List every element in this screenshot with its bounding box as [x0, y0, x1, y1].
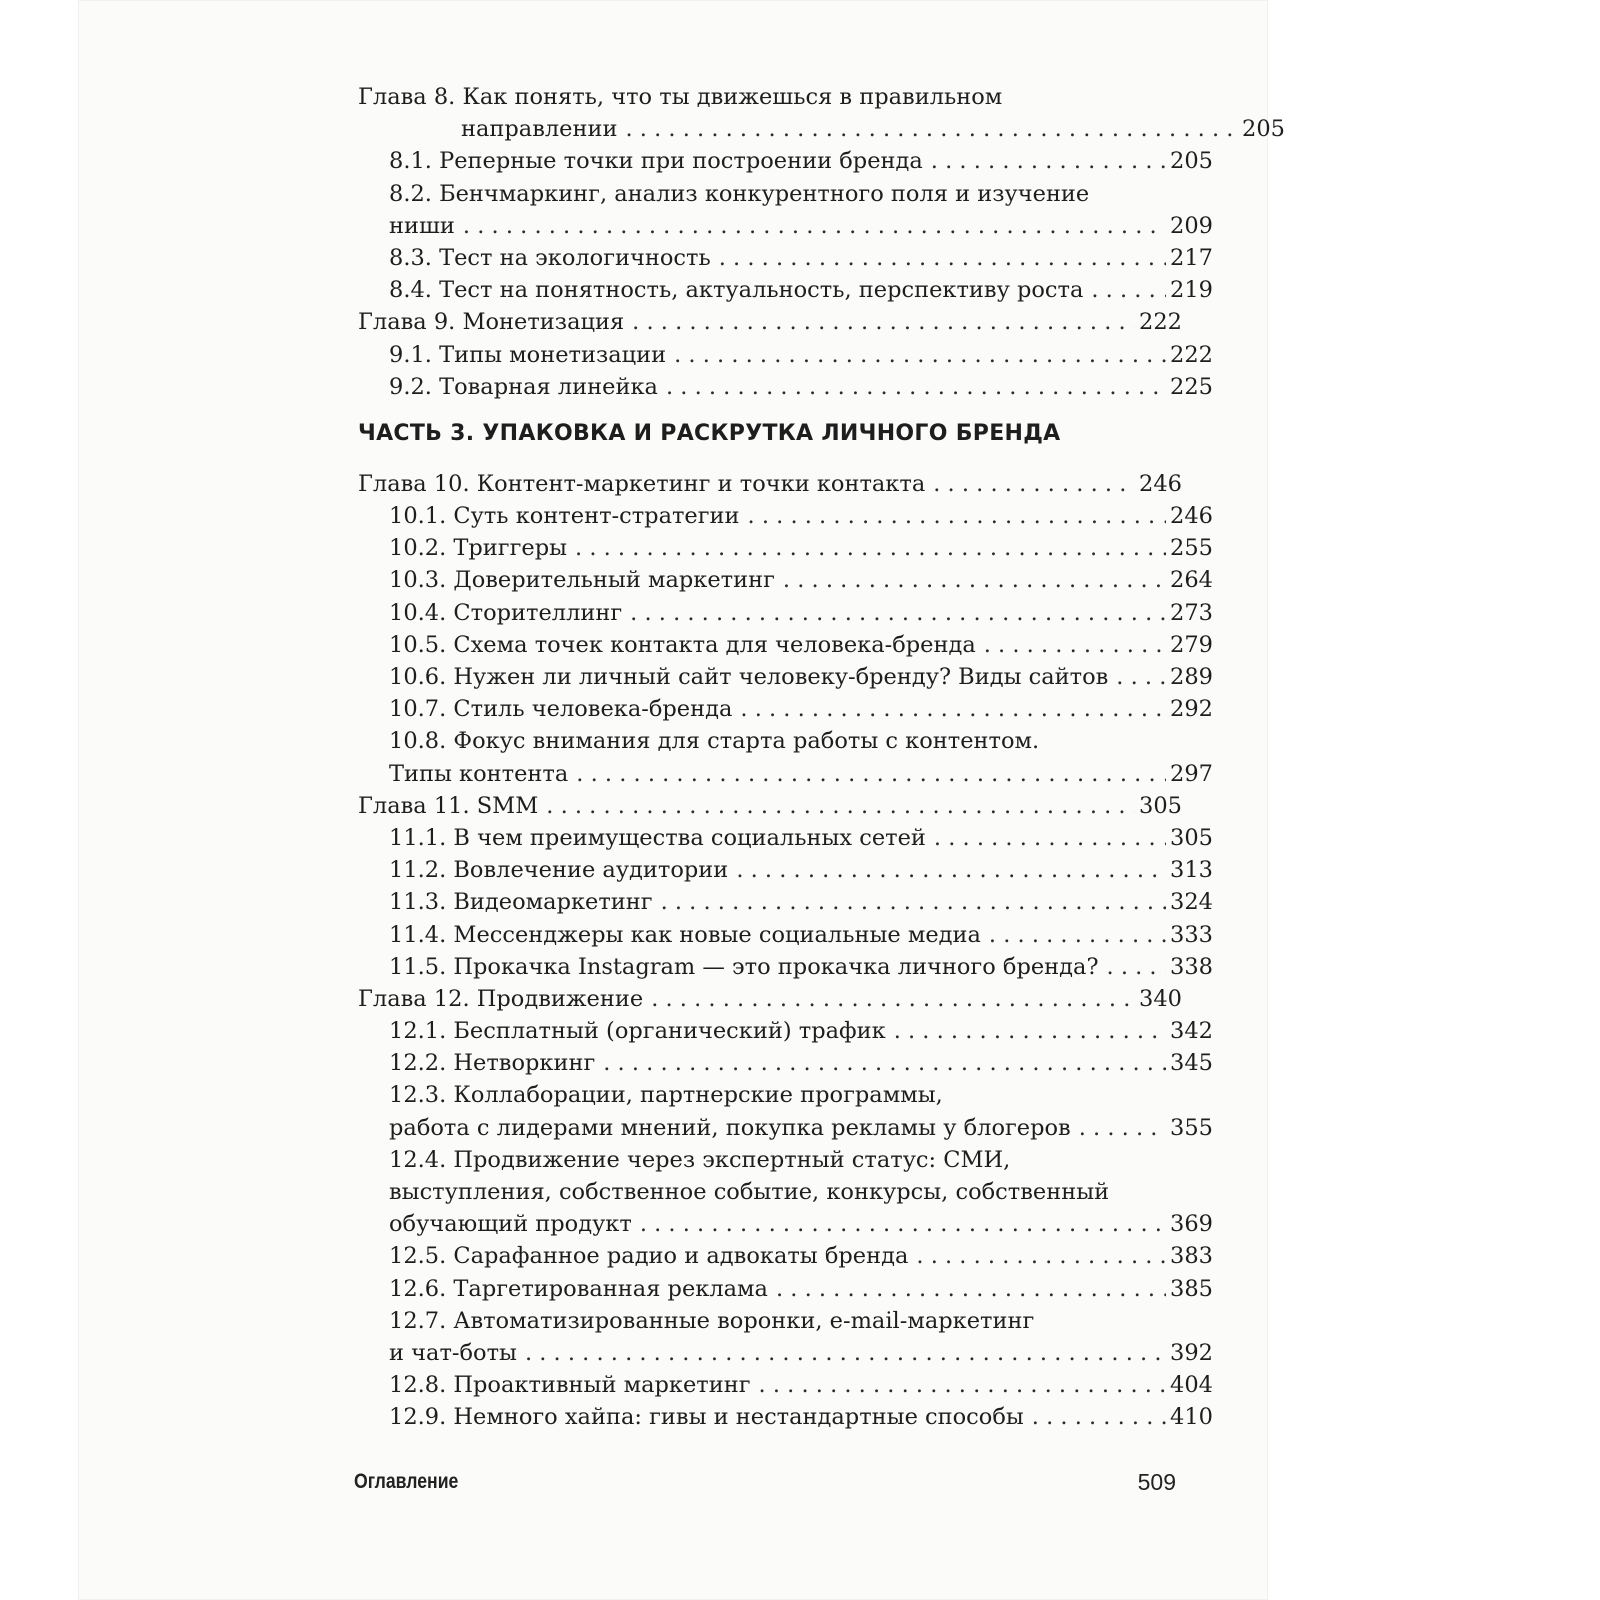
toc-entry-line [358, 500, 1213, 532]
toc-entry-title: 12.5. Сарафанное радио и адвокаты бренда [389, 1243, 909, 1270]
toc-leader-dots [640, 1208, 1166, 1240]
toc-entry-title: Глава 8. Как понять, что ты движешься в правильном [358, 84, 1003, 110]
toc-entry-line [358, 886, 1213, 918]
toc-entry-line [358, 1401, 1213, 1433]
toc-leader-dots [989, 919, 1166, 951]
toc-leader-dots [931, 145, 1166, 177]
toc-entry [358, 1047, 1213, 1079]
toc-page-number: 273 [1170, 599, 1213, 626]
toc-leader-dots [463, 210, 1166, 242]
toc-entry [358, 758, 1213, 790]
toc-leader-dots [575, 532, 1166, 564]
toc-entry-title: 12.7. Автоматизированные воронки, e-mail-маркетинг [389, 1307, 1035, 1334]
toc-leader-dots [1032, 1401, 1166, 1433]
toc-entry [358, 145, 1213, 177]
toc-entry-title: 10.5. Схема точек контакта для человека-бренда [389, 631, 976, 658]
toc-entry-title: работа с лидерами мнений, покупка рекламы у блогеров [389, 1114, 1071, 1141]
toc-entry-title: 10.4. Сторителлинг [389, 599, 623, 626]
toc-page-number: 225 [1170, 373, 1213, 400]
toc-page-number: 338 [1170, 953, 1213, 980]
toc-entry-title: и чат-боты [389, 1339, 517, 1366]
toc-entry [358, 564, 1213, 596]
toc-entry-title: ЧАСТЬ 3. УПАКОВКА И РАСКРУТКА ЛИЧНОГО БРЕНДА [358, 420, 1061, 446]
toc-leader-dots [674, 339, 1166, 371]
toc-entry-line [358, 1079, 1213, 1111]
toc-entry-title: 11.3. Видеомаркетинг [389, 889, 653, 916]
toc-entry-title: 8.4. Тест на понятность, актуальность, перспективу роста [389, 277, 1084, 304]
toc-page-number: 205 [1170, 148, 1213, 175]
toc-page-number: 305 [1139, 792, 1182, 819]
toc-entry [358, 1401, 1213, 1433]
toc-leader-dots [630, 597, 1166, 629]
toc-entry-title: ниши [389, 212, 455, 239]
toc-entry-line [358, 597, 1213, 629]
toc-entry-title: 10.3. Доверительный маркетинг [389, 567, 775, 594]
toc-entry [358, 113, 1285, 145]
toc-entry [358, 1305, 1182, 1337]
toc-entry-line [358, 693, 1213, 725]
toc-entry [358, 81, 1182, 113]
toc-entry [358, 693, 1213, 725]
toc-entry [358, 274, 1213, 306]
running-footer-title: Оглавление [354, 1470, 459, 1493]
toc-leader-dots [916, 1240, 1166, 1272]
toc-leader-dots [666, 371, 1166, 403]
toc-entry [358, 1273, 1213, 1305]
toc-leader-dots [984, 629, 1166, 661]
toc-entry-line [358, 1112, 1213, 1144]
toc-entry-title: 9.1. Типы монетизации [389, 341, 667, 368]
toc-entry-title: 10.6. Нужен ли личный сайт человеку-бренду? Виды сайтов [389, 664, 1109, 690]
toc-page-number: 342 [1170, 1018, 1213, 1045]
toc-entry-line [358, 81, 1182, 113]
toc-entry [358, 339, 1213, 371]
toc-leader-dots [632, 306, 1135, 338]
toc-entry [358, 1176, 1182, 1208]
toc-entry [358, 1240, 1213, 1272]
toc-entry-title: 10.7. Стиль человека-бренда [389, 696, 733, 723]
toc-leader-dots [626, 113, 1239, 145]
toc-entry-title: 12.3. Коллаборации, партнерские программы, [389, 1082, 943, 1109]
toc-entry-title: выступления, собственное событие, конкурсы, собственный [389, 1179, 1110, 1205]
toc-entry [358, 532, 1213, 564]
toc-entry [358, 1337, 1213, 1369]
toc-entry-title: 10.8. Фокус внимания для старта работы с контентом. [389, 728, 1040, 755]
toc-entry-line [358, 758, 1213, 790]
toc-entry-line [358, 983, 1182, 1015]
toc-entry [358, 919, 1213, 951]
toc-entry [358, 242, 1213, 274]
toc-page-number: 279 [1170, 631, 1213, 658]
toc-entry-line [358, 371, 1213, 403]
toc-entry-line [358, 145, 1213, 177]
toc-entry-title: 12.6. Таргетированная реклама [389, 1275, 768, 1302]
toc-entry-title: Глава 12. Продвижение [358, 985, 644, 1012]
toc-entry [358, 371, 1213, 403]
toc-entry [358, 854, 1213, 886]
toc-leader-dots [934, 822, 1166, 854]
toc-entry [358, 629, 1213, 661]
toc-page-number: 255 [1170, 535, 1213, 562]
toc-page-number: 289 [1170, 664, 1213, 690]
toc-leader-dots [576, 758, 1166, 790]
toc-entry-title: 12.9. Немного хайпа: гивы и нестандартные способы [389, 1404, 1024, 1431]
toc-entry-title: 12.4. Продвижение через экспертный статус: СМИ, [389, 1146, 1011, 1173]
toc-entry [358, 1144, 1182, 1176]
toc-entry-line [358, 790, 1182, 822]
toc-leader-dots [783, 564, 1166, 596]
toc-entry-line [358, 1369, 1213, 1401]
toc-page-number: 345 [1170, 1050, 1213, 1077]
toc-entry [358, 210, 1213, 242]
toc-leader-dots [525, 1337, 1166, 1369]
toc-entry-line [358, 1337, 1213, 1369]
toc-page-number: 333 [1170, 921, 1213, 948]
toc-part-heading [358, 414, 1182, 454]
toc-page-number: 369 [1170, 1211, 1213, 1238]
toc-entry-title: 11.5. Прокачка Instagram — это прокачка личного бренда? [389, 953, 1099, 980]
toc-page-number: 385 [1170, 1275, 1213, 1302]
toc-entry-line [358, 113, 1285, 145]
toc-page-number: 313 [1170, 857, 1213, 884]
toc-entry-line [358, 1047, 1213, 1079]
toc-page-number: 209 [1170, 212, 1213, 239]
toc-entry-title: Типы контента [389, 760, 569, 787]
toc-leader-dots [661, 886, 1166, 918]
toc-entry-line [358, 210, 1213, 242]
toc-page-number: 297 [1170, 760, 1213, 787]
toc-entry-title: 11.2. Вовлечение аудитории [389, 857, 729, 884]
toc-page-number: 355 [1170, 1114, 1213, 1141]
toc-entry [358, 1015, 1213, 1047]
toc-entry-line [358, 564, 1213, 596]
toc-entry-title: 11.4. Мессенджеры как новые социальные медиа [389, 921, 981, 948]
toc-page-number: 392 [1170, 1339, 1213, 1366]
toc-entry-line [358, 1273, 1213, 1305]
toc-leader-dots [776, 1273, 1166, 1305]
toc-entry-line [358, 414, 1182, 454]
toc-entry-line [358, 306, 1182, 338]
toc-entry [358, 661, 1213, 693]
toc-page-number: 410 [1170, 1404, 1213, 1431]
toc-entry [358, 725, 1182, 757]
toc-page-number: 219 [1170, 277, 1213, 304]
toc-page-number: 383 [1170, 1243, 1213, 1270]
toc-entry-line [358, 1208, 1213, 1240]
toc-entry-title: Глава 11. SMM [358, 792, 539, 819]
toc-entry-line [358, 242, 1213, 274]
toc-entry [358, 597, 1213, 629]
toc-page-number: 324 [1170, 889, 1213, 916]
toc-entry-line [358, 1176, 1213, 1208]
toc-entry-line [358, 532, 1213, 564]
toc-leader-dots [1116, 661, 1166, 693]
toc-entry-line [358, 468, 1182, 500]
toc-page-number: 340 [1139, 985, 1182, 1012]
toc-page-number: 404 [1170, 1372, 1213, 1399]
toc-entry-line [358, 822, 1213, 854]
toc-page-number: 246 [1139, 470, 1182, 497]
toc-page-number: 217 [1170, 244, 1213, 271]
toc-leader-dots [748, 500, 1167, 532]
toc-entry-line [358, 1144, 1213, 1176]
page-number: 509 [1137, 1469, 1176, 1495]
toc-entry-title: обучающий продукт [389, 1211, 632, 1238]
toc-entry-title: 12.8. Проактивный маркетинг [389, 1372, 751, 1399]
toc-entry-line [358, 1015, 1213, 1047]
toc-entry-line [358, 1240, 1213, 1272]
toc-page-number: 205 [1242, 116, 1285, 143]
toc-entry [358, 1208, 1213, 1240]
toc-entry [358, 886, 1213, 918]
toc-page-number: 305 [1170, 824, 1213, 851]
toc-leader-dots [651, 983, 1135, 1015]
toc-entry [358, 951, 1213, 983]
toc-entry [358, 983, 1182, 1015]
toc-page-number: 264 [1170, 567, 1213, 594]
toc-entry-title: 9.2. Товарная линейка [389, 373, 658, 400]
toc-entry-line [358, 854, 1213, 886]
toc-leader-dots [933, 468, 1135, 500]
toc-entry-line [358, 178, 1213, 210]
toc-entry-title: 8.3. Тест на экологичность [389, 244, 711, 271]
toc-entry [358, 1079, 1182, 1111]
toc-entry-title: Глава 10. Контент-маркетинг и точки контакта [358, 470, 926, 497]
toc-entry-title: направлении [461, 116, 618, 143]
toc-entry-title: 10.1. Суть контент-стратегии [389, 503, 740, 530]
toc-leader-dots [719, 242, 1166, 274]
toc-entry-line [358, 339, 1213, 371]
toc-entry-line [358, 951, 1213, 983]
toc-entry [358, 468, 1182, 500]
table-of-contents [358, 81, 1285, 1434]
toc-entry [358, 178, 1182, 210]
toc-entry-title: 8.1. Реперные точки при построении бренда [389, 148, 923, 175]
toc-page-number: 292 [1170, 696, 1213, 723]
toc-leader-dots [740, 693, 1166, 725]
toc-entry-line [358, 919, 1213, 951]
toc-page-number: 246 [1170, 503, 1213, 530]
toc-entry [358, 306, 1182, 338]
toc-entry-line [358, 661, 1213, 693]
toc-leader-dots [603, 1047, 1166, 1079]
toc-leader-dots [1091, 274, 1166, 306]
toc-entry-title: 12.1. Бесплатный (органический) трафик [389, 1018, 886, 1045]
toc-entry [358, 790, 1182, 822]
toc-entry [358, 1369, 1213, 1401]
toc-entry-line [358, 274, 1213, 306]
toc-entry-title: 8.2. Бенчмаркинг, анализ конкурентного поля и изучение [389, 180, 1090, 207]
toc-page-number: 222 [1170, 341, 1213, 368]
toc-entry [358, 500, 1213, 532]
toc-entry-title: 12.2. Нетворкинг [389, 1050, 596, 1077]
toc-entry-title: 10.2. Триггеры [389, 535, 568, 562]
toc-page-number: 222 [1139, 309, 1182, 336]
toc-leader-dots [894, 1015, 1166, 1047]
toc-leader-dots [759, 1369, 1167, 1401]
toc-leader-dots [1079, 1112, 1166, 1144]
toc-leader-dots [546, 790, 1135, 822]
toc-leader-dots [736, 854, 1166, 886]
toc-entry-line [358, 1305, 1213, 1337]
toc-entry-line [358, 725, 1213, 757]
toc-entry-line [358, 629, 1213, 661]
toc-entry-title: 11.1. В чем преимущества социальных сетей [389, 824, 926, 851]
toc-entry-title: Глава 9. Монетизация [358, 309, 625, 336]
toc-entry [358, 1112, 1213, 1144]
toc-entry [358, 822, 1213, 854]
toc-leader-dots [1107, 951, 1167, 983]
